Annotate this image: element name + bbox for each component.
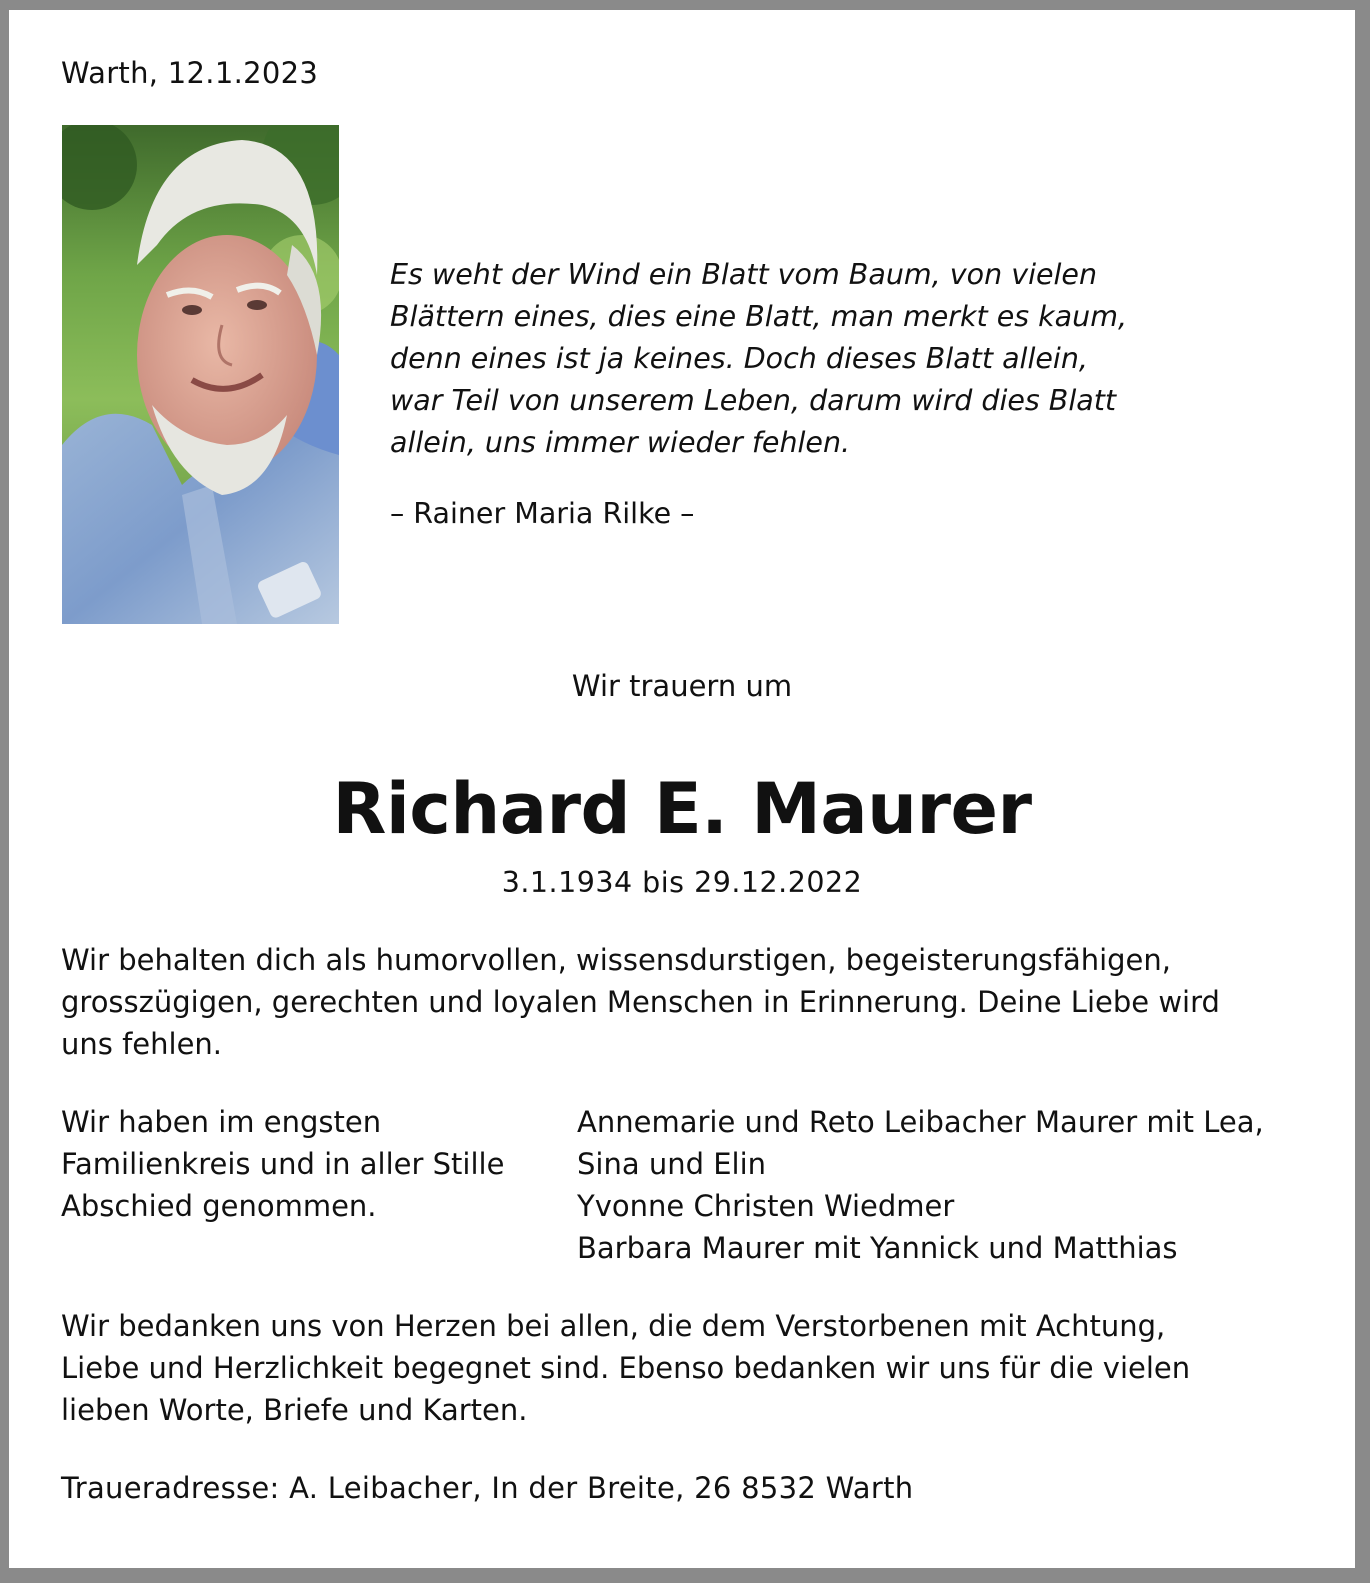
life-dates: 3.1.1934 bis 29.12.2022 (501, 866, 863, 899)
place-date: Warth, 12.1.2023 (61, 56, 319, 90)
mourner-line: Sina und Elin (577, 1147, 767, 1181)
poem-author: – Rainer Maria Rilke – (390, 496, 695, 530)
mourner-line: Yvonne Christen Wiedmer (577, 1189, 955, 1223)
deceased-name: Richard E. Maurer (332, 768, 1032, 850)
mourner-line: Barbara Maurer mit Yannick und Matthias (577, 1231, 1178, 1265)
thanks-text: Wir bedanken uns von Herzen bei allen, die dem Verstorbenen mit Achtung, Liebe und Herzlichkeit begegnet sind. Ebenso bedanken wir uns für die vielen lieben Worte, Briefe und Karten. (61, 1309, 1191, 1427)
portrait-photo (62, 125, 339, 624)
mourner-line: Annemarie und Reto Leibacher Maurer mit Lea, (577, 1105, 1264, 1139)
poem-text: Es weht der Wind ein Blatt vom Baum, von vielen Blättern eines, dies eine Blatt, man merkt es kaum, denn eines ist ja keines. Doch dieses Blatt allein, war Teil von unserem Leben, darum wird dies Blatt allein, uns immer wieder fehlen. (390, 258, 1128, 459)
mourners-list (577, 1101, 1264, 1269)
remembrance-text: Wir behalten dich als humorvollen, wissensdurstigen, begeisterungsfähigen, grosszügigen, gerechten und loyalen Menschen in Erinnerung. Deine Liebe wird uns fehlen. (61, 943, 1220, 1061)
obituary-card (9, 10, 1355, 1568)
mourning-intro: Wir trauern um (571, 669, 793, 703)
farewell-text: Wir haben im engsten Familienkreis und in aller Stille Abschied genommen. (61, 1105, 505, 1223)
mourning-address: Traueradresse: A. Leibacher, In der Breite, 26 8532 Warth (61, 1471, 914, 1505)
